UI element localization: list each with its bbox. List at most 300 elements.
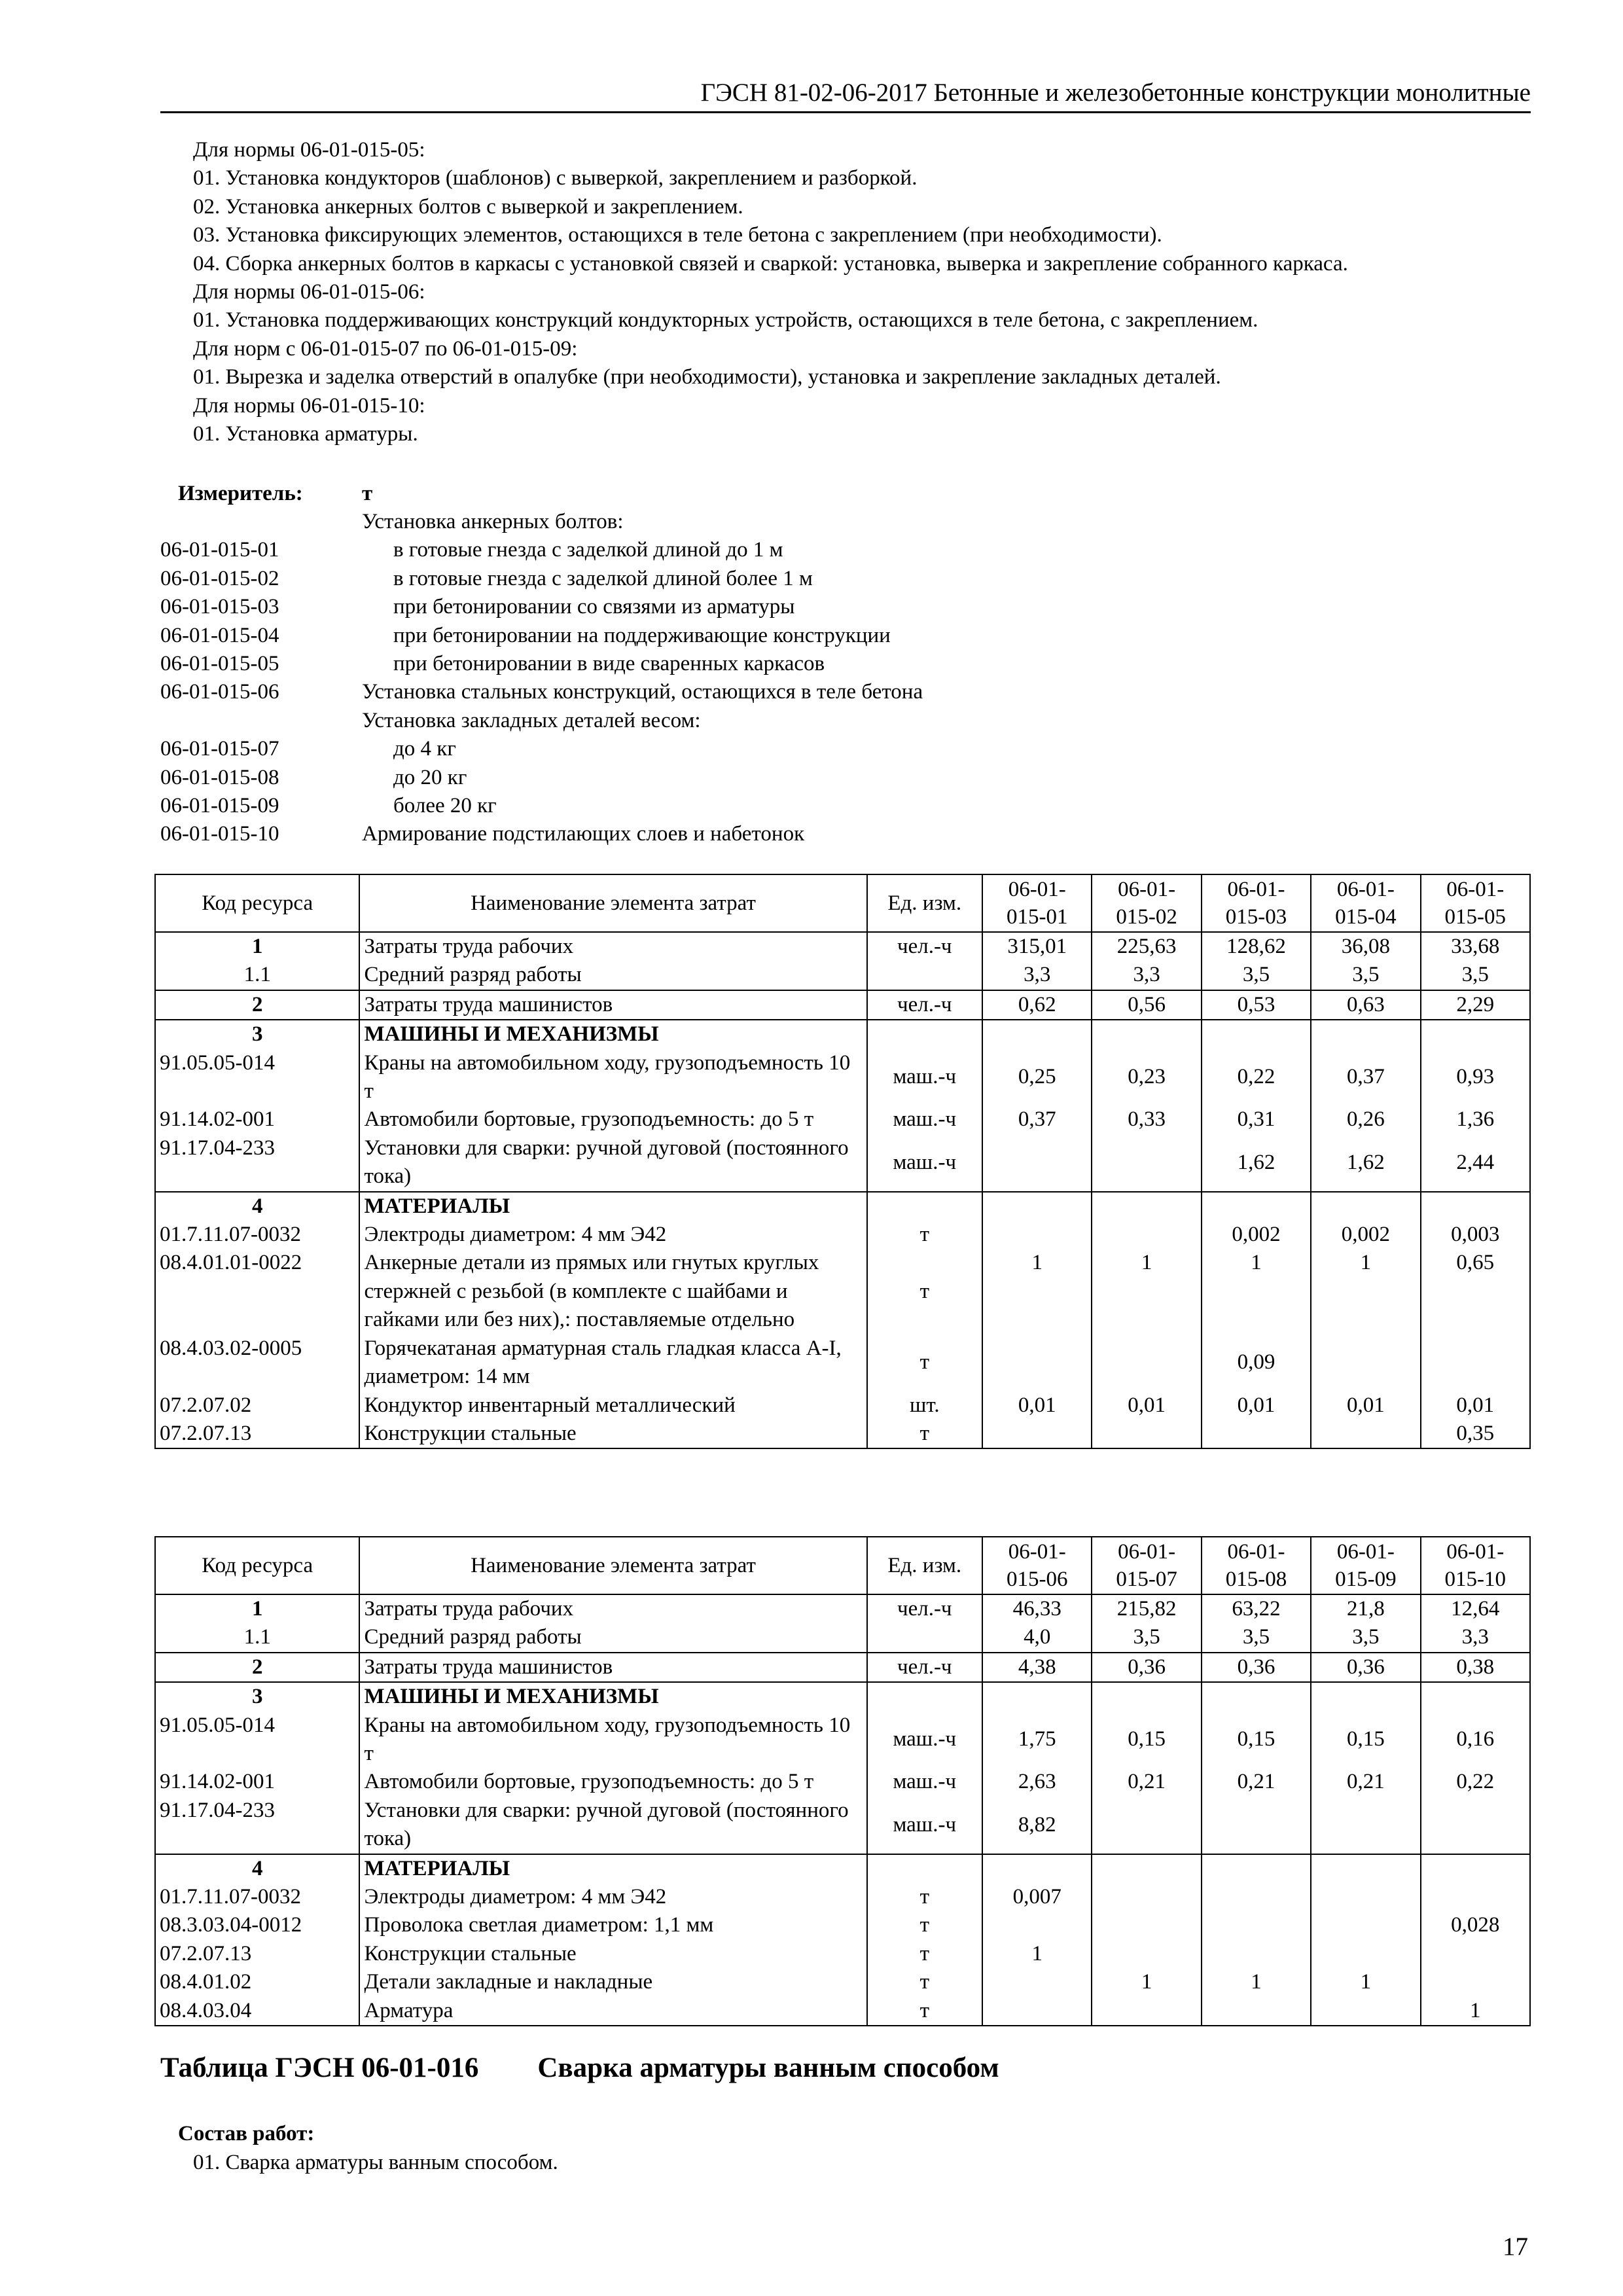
resource-value: 0,002 (1202, 1221, 1311, 1249)
header-norm-column: 06-01- 015-01 (982, 874, 1092, 932)
table-row (155, 1682, 1530, 1711)
resource-value (1092, 1911, 1201, 1939)
resource-value (1092, 1682, 1201, 1711)
resource-value: 0,22 (1202, 1049, 1311, 1106)
norm-row (160, 593, 1535, 621)
resource-value (1202, 1997, 1311, 2026)
resource-name: МАТЕРИАЛЫ (359, 1192, 866, 1221)
resource-value: 36,08 (1311, 932, 1420, 961)
resource-value: 3,3 (982, 961, 1092, 990)
resource-value (1092, 1020, 1201, 1049)
resource-value (982, 1221, 1092, 1249)
resource-value (1202, 1192, 1311, 1221)
resource-value: 33,68 (1421, 932, 1530, 961)
resource-value (1311, 1797, 1420, 1854)
resource-value: 1,62 (1311, 1134, 1420, 1192)
resource-value: 0,38 (1421, 1653, 1530, 1682)
header-norm-column: 06-01- 015-08 (1202, 1537, 1311, 1594)
resource-value: 0,01 (1311, 1391, 1420, 1420)
resource-name: Детали закладные и накладные (359, 1968, 866, 1996)
resource-value: 3,5 (1202, 961, 1311, 990)
resource-value: 2,63 (982, 1768, 1092, 1796)
resource-value: 0,93 (1421, 1049, 1530, 1106)
table-row (155, 1335, 1530, 1391)
resource-unit: маш.-ч (867, 1768, 983, 1796)
resource-value: 4,0 (982, 1623, 1092, 1652)
header-norm-column: 06-01- 015-09 (1311, 1537, 1420, 1594)
resource-unit: т (867, 1940, 983, 1968)
resource-code: 08.4.01.01-0022 (155, 1249, 359, 1334)
work-item: 01. Сварка арматуры ванным способом. (193, 2151, 558, 2174)
norm-row (160, 764, 1535, 792)
resource-value: 4,38 (982, 1653, 1092, 1682)
resource-name: Автомобили бортовые, грузоподъемность: до 5 т (359, 1105, 866, 1134)
norm-code: 06-01-015-04 (160, 623, 279, 647)
resource-value: 0,56 (1092, 990, 1201, 1020)
resource-name: Анкерные детали из прямых или гнутых круглых стержней с резьбой (в комплекте с шайбами и гайками или без них),: поставляемые отдельно (359, 1249, 866, 1334)
resource-name: Арматура (359, 1997, 866, 2026)
resource-code: 08.4.01.02 (155, 1968, 359, 1996)
table-row (155, 1594, 1530, 1623)
norm-row (160, 565, 1535, 593)
header-name: Наименование элемента затрат (359, 1537, 866, 1594)
resource-value (1092, 1134, 1201, 1192)
resource-value: 0,16 (1421, 1712, 1530, 1768)
header-unit: Ед. изм. (867, 874, 983, 932)
header-norm-column: 06-01- 015-02 (1092, 874, 1201, 932)
resource-value: 2,44 (1421, 1134, 1530, 1192)
norm-row (160, 707, 1535, 735)
norm-row (160, 792, 1535, 820)
resource-value: 2,29 (1421, 990, 1530, 1020)
resource-code: 08.3.03.04-0012 (155, 1911, 359, 1939)
norm-name: в готовые гнезда с заделкой длиной до 1 м (393, 538, 783, 562)
resource-unit: т (867, 1221, 983, 1249)
meter-label: Измеритель: (178, 482, 303, 505)
resource-value: 1 (1092, 1968, 1201, 1996)
resource-value (1421, 1335, 1530, 1391)
resource-value: 1 (982, 1940, 1092, 1968)
resource-value (1311, 1997, 1420, 2026)
resource-value: 1,36 (1421, 1105, 1530, 1134)
table-row (155, 1049, 1530, 1106)
table-row (155, 1134, 1530, 1192)
header-norm-column: 06-01- 015-05 (1421, 874, 1530, 932)
resource-value: 215,82 (1092, 1594, 1201, 1623)
resource-value (1202, 1940, 1311, 1968)
resource-unit: т (867, 1420, 983, 1448)
page-header: ГЭСН 81-02-06-2017 Бетонные и железобетонные конструкции монолитные (160, 77, 1531, 113)
resource-name: Краны на автомобильном ходу, грузоподъемность 10 т (359, 1049, 866, 1106)
resource-value: 0,007 (982, 1883, 1092, 1911)
resource-value: 0,36 (1202, 1653, 1311, 1682)
resource-value: 0,53 (1202, 990, 1311, 1020)
resource-unit (867, 961, 983, 990)
resource-value (982, 1335, 1092, 1391)
norm-row (160, 508, 1535, 536)
table-row (155, 932, 1530, 961)
resource-code: 2 (155, 1653, 359, 1682)
resource-unit: чел.-ч (867, 1653, 983, 1682)
resource-unit: чел.-ч (867, 932, 983, 961)
resource-unit (867, 1682, 983, 1711)
norm-code: 06-01-015-08 (160, 765, 279, 789)
resource-value (1311, 1192, 1420, 1221)
norm-row (160, 678, 1535, 706)
resource-value (1092, 1883, 1201, 1911)
resource-value (1311, 1883, 1420, 1911)
resource-table-2 (154, 1536, 1531, 2026)
resource-unit: т (867, 1997, 983, 2026)
resource-code: 1.1 (155, 961, 359, 990)
norm-name: до 20 кг (393, 765, 467, 789)
resource-name: Средний разряд работы (359, 961, 866, 990)
resource-code: 3 (155, 1020, 359, 1049)
resource-name: Средний разряд работы (359, 1623, 866, 1652)
resource-name: Затраты труда машинистов (359, 1653, 866, 1682)
resource-value (1092, 1221, 1201, 1249)
resource-value (1092, 1940, 1201, 1968)
meter-unit: т (362, 482, 373, 505)
table-row (155, 1420, 1530, 1448)
resource-value: 0,01 (1421, 1391, 1530, 1420)
resource-value (1092, 1997, 1201, 2026)
resource-value: 3,5 (1311, 961, 1420, 990)
resource-value: 3,5 (1421, 961, 1530, 990)
table-row (155, 990, 1530, 1020)
resource-code: 1 (155, 932, 359, 961)
header-norm-column: 06-01- 015-04 (1311, 874, 1420, 932)
resource-value (1421, 1854, 1530, 1883)
resource-value: 3,5 (1092, 1623, 1201, 1652)
resource-value (1421, 1192, 1530, 1221)
resource-name: Кондуктор инвентарный металлический (359, 1391, 866, 1420)
resource-value: 0,25 (982, 1049, 1092, 1106)
table-row (155, 1911, 1530, 1939)
resource-unit: маш.-ч (867, 1797, 983, 1854)
resource-unit: т (867, 1968, 983, 1996)
resource-value (1421, 1883, 1530, 1911)
norm-row (160, 650, 1535, 678)
resource-code: 91.14.02-001 (155, 1768, 359, 1796)
norm-name: при бетонировании со связями из арматуры (393, 595, 795, 619)
resource-value (1311, 1420, 1420, 1448)
resource-value: 1 (982, 1249, 1092, 1334)
work-composition-title: Состав работ: (178, 2122, 315, 2145)
resource-value: 0,65 (1421, 1249, 1530, 1334)
resource-value: 12,64 (1421, 1594, 1530, 1623)
resource-code: 01.7.11.07-0032 (155, 1221, 359, 1249)
resource-value (1311, 1940, 1420, 1968)
header-code: Код ресурса (155, 874, 359, 932)
resource-value (1092, 1192, 1201, 1221)
norm-code: 06-01-015-03 (160, 595, 279, 619)
table-row (155, 1221, 1530, 1249)
resource-value: 0,21 (1092, 1768, 1201, 1796)
resource-value: 0,01 (982, 1391, 1092, 1420)
resource-value: 0,003 (1421, 1221, 1530, 1249)
resource-unit: т (867, 1883, 983, 1911)
resource-name: Электроды диаметром: 4 мм Э42 (359, 1883, 866, 1911)
resource-value (1092, 1854, 1201, 1883)
resource-value: 0,01 (1202, 1391, 1311, 1420)
resource-code: 4 (155, 1192, 359, 1221)
table-header-row (155, 874, 1530, 932)
norm-name: Установка закладных деталей весом: (362, 708, 701, 732)
resource-name: МАШИНЫ И МЕХАНИЗМЫ (359, 1020, 866, 1049)
resource-code: 2 (155, 990, 359, 1020)
intro-line: 03. Установка фиксирующих элементов, остающихся в теле бетона с закреплением (при необходимости). (193, 223, 1162, 247)
resource-value: 63,22 (1202, 1594, 1311, 1623)
resource-name: Автомобили бортовые, грузоподъемность: до 5 т (359, 1768, 866, 1796)
table-row (155, 1968, 1530, 1996)
resource-value (982, 1420, 1092, 1448)
resource-value: 0,37 (982, 1105, 1092, 1134)
resource-value (1092, 1420, 1201, 1448)
resource-value (982, 1192, 1092, 1221)
resource-code: 4 (155, 1854, 359, 1883)
resource-value: 0,63 (1311, 990, 1420, 1020)
resource-value: 3,3 (1421, 1623, 1530, 1652)
resource-code: 08.4.03.04 (155, 1997, 359, 2026)
resource-name: Электроды диаметром: 4 мм Э42 (359, 1221, 866, 1249)
resource-name: Установки для сварки: ручной дуговой (постоянного тока) (359, 1134, 866, 1192)
resource-value: 3,5 (1311, 1623, 1420, 1652)
table-row (155, 1105, 1530, 1134)
norm-code: 06-01-015-09 (160, 793, 279, 817)
resource-value (1202, 1854, 1311, 1883)
table-row (155, 1854, 1530, 1883)
norm-name: Установка стальных конструкций, остающихся в теле бетона (362, 680, 923, 704)
resource-value (1202, 1020, 1311, 1049)
resource-name: Проволока светлая диаметром: 1,1 мм (359, 1911, 866, 1939)
resource-value: 128,62 (1202, 932, 1311, 961)
intro-line: 01. Установка арматуры. (193, 422, 418, 446)
resource-code: 91.05.05-014 (155, 1049, 359, 1106)
resource-name: Затраты труда рабочих (359, 932, 866, 961)
resource-value (1421, 1682, 1530, 1711)
resource-value: 0,22 (1421, 1768, 1530, 1796)
next-table-title (160, 2052, 999, 2084)
page-number: 17 (1503, 2233, 1528, 2261)
resource-value: 8,82 (982, 1797, 1092, 1854)
table-row (155, 1997, 1530, 2026)
table-row (155, 1712, 1530, 1768)
resource-code: 91.05.05-014 (155, 1712, 359, 1768)
norm-code: 06-01-015-05 (160, 651, 279, 675)
table-row (155, 1192, 1530, 1221)
header-norm-column: 06-01- 015-03 (1202, 874, 1311, 932)
resource-code: 07.2.07.13 (155, 1940, 359, 1968)
resource-code: 07.2.07.13 (155, 1420, 359, 1448)
resource-name: Конструкции стальные (359, 1420, 866, 1448)
table-row (155, 1940, 1530, 1968)
resource-value: 1 (1092, 1249, 1201, 1334)
resource-unit: т (867, 1249, 983, 1334)
resource-value: 46,33 (982, 1594, 1092, 1623)
next-table-number: Таблица ГЭСН 06-01-016 (160, 2053, 479, 2083)
resource-unit: т (867, 1335, 983, 1391)
resource-value: 21,8 (1311, 1594, 1420, 1623)
resource-unit: т (867, 1911, 983, 1939)
resource-unit (867, 1623, 983, 1652)
norm-name: до 4 кг (393, 737, 456, 761)
norm-row (160, 735, 1535, 763)
intro-line: 04. Сборка анкерных болтов в каркасы с установкой связей и сваркой: установка, выверка и закрепление собранного каркаса. (193, 251, 1348, 276)
table-row (155, 1249, 1530, 1334)
resource-code: 01.7.11.07-0032 (155, 1883, 359, 1911)
resource-value: 0,002 (1311, 1221, 1420, 1249)
resource-value: 3,5 (1202, 1623, 1311, 1652)
resource-value: 0,09 (1202, 1335, 1311, 1391)
resource-value: 0,23 (1092, 1049, 1201, 1106)
resource-value: 0,15 (1202, 1712, 1311, 1768)
norm-code: 06-01-015-06 (160, 680, 279, 704)
norm-code: 06-01-015-07 (160, 737, 279, 761)
resource-unit: чел.-ч (867, 1594, 983, 1623)
norm-name: Армирование подстилающих слоев и набетонок (362, 822, 805, 846)
resource-value: 0,62 (982, 990, 1092, 1020)
resource-value: 0,21 (1202, 1768, 1311, 1796)
resource-code: 91.14.02-001 (155, 1105, 359, 1134)
intro-line: Для нормы 06-01-015-10: (193, 393, 425, 418)
resource-name: Затраты труда машинистов (359, 990, 866, 1020)
resource-code: 3 (155, 1682, 359, 1711)
header-norm-column: 06-01- 015-06 (982, 1537, 1092, 1594)
resource-value: 0,21 (1311, 1768, 1420, 1796)
resource-value (982, 1020, 1092, 1049)
resource-value (1311, 1854, 1420, 1883)
intro-line: Для нормы 06-01-015-06: (193, 280, 425, 304)
resource-value (1421, 1940, 1530, 1968)
norm-name: более 20 кг (393, 793, 497, 817)
resource-value (982, 1997, 1092, 2026)
intro-line: Для нормы 06-01-015-05: (193, 138, 425, 162)
resource-value (1092, 1335, 1201, 1391)
resource-code: 07.2.07.02 (155, 1391, 359, 1420)
intro-line: Для норм с 06-01-015-07 по 06-01-015-09: (193, 336, 578, 361)
resource-value: 1 (1202, 1968, 1311, 1996)
resource-value: 0,31 (1202, 1105, 1311, 1134)
resource-value: 1 (1311, 1249, 1420, 1334)
norm-name: в готовые гнезда с заделкой длиной более 1 м (393, 566, 813, 590)
resource-name: Установки для сварки: ручной дуговой (постоянного тока) (359, 1797, 866, 1854)
resource-value: 0,15 (1092, 1712, 1201, 1768)
resource-value (1202, 1883, 1311, 1911)
resource-value: 1 (1311, 1968, 1420, 1996)
resource-name: Затраты труда рабочих (359, 1594, 866, 1623)
table-row (155, 1883, 1530, 1911)
resource-value: 1,62 (1202, 1134, 1311, 1192)
resource-value (1421, 1968, 1530, 1996)
resource-value (1202, 1682, 1311, 1711)
header-code: Код ресурса (155, 1537, 359, 1594)
resource-value (1092, 1797, 1201, 1854)
intro-line: 01. Вырезка и заделка отверстий в опалубке (при необходимости), установка и закрепление закладных деталей. (193, 365, 1221, 389)
resource-value (1202, 1911, 1311, 1939)
work-composition-intro (193, 136, 1567, 448)
resource-name: Горячекатаная арматурная сталь гладкая класса A-I, диаметром: 14 мм (359, 1335, 866, 1391)
resource-code: 1.1 (155, 1623, 359, 1652)
resource-code: 1 (155, 1594, 359, 1623)
resource-name: МАШИНЫ И МЕХАНИЗМЫ (359, 1682, 866, 1711)
resource-code: 91.17.04-233 (155, 1134, 359, 1192)
resource-value: 1 (1421, 1997, 1530, 2026)
norm-code: 06-01-015-01 (160, 538, 279, 562)
resource-value: 3,3 (1092, 961, 1201, 990)
resource-value (982, 1911, 1092, 1939)
resource-value: 0,36 (1092, 1653, 1201, 1682)
resource-value (1311, 1911, 1420, 1939)
resource-value: 0,26 (1311, 1105, 1420, 1134)
resource-value: 0,36 (1311, 1653, 1420, 1682)
resource-value (982, 1968, 1092, 1996)
resource-value: 0,35 (1421, 1420, 1530, 1448)
resource-value (1202, 1797, 1311, 1854)
resource-unit: чел.-ч (867, 990, 983, 1020)
table-header-row (155, 1537, 1530, 1594)
table-row (155, 1768, 1530, 1796)
table-row (155, 1653, 1530, 1682)
resource-name: Конструкции стальные (359, 1940, 866, 1968)
resource-unit: маш.-ч (867, 1049, 983, 1106)
resource-value (1311, 1335, 1420, 1391)
resource-unit (867, 1854, 983, 1883)
resource-value (982, 1134, 1092, 1192)
resource-value: 0,33 (1092, 1105, 1201, 1134)
next-table-name: Сварка арматуры ванным способом (537, 2053, 999, 2083)
resource-value (1421, 1020, 1530, 1049)
resource-value (1421, 1797, 1530, 1854)
resource-name: МАТЕРИАЛЫ (359, 1854, 866, 1883)
intro-line: 02. Установка анкерных болтов с выверкой и закреплением. (193, 194, 743, 219)
resource-value (1311, 1020, 1420, 1049)
resource-value: 0,37 (1311, 1049, 1420, 1106)
norm-code: 06-01-015-02 (160, 566, 279, 590)
norms-list (160, 508, 1535, 849)
resource-value: 0,01 (1092, 1391, 1201, 1420)
norm-row (160, 622, 1535, 650)
resource-code: 91.17.04-233 (155, 1797, 359, 1854)
norm-name: при бетонировании в виде сваренных каркасов (393, 651, 825, 675)
resource-value (982, 1682, 1092, 1711)
table-row (155, 1020, 1530, 1049)
resource-value (982, 1854, 1092, 1883)
norm-name: Установка анкерных болтов: (362, 510, 624, 533)
resource-value: 225,63 (1092, 932, 1201, 961)
header-name: Наименование элемента затрат (359, 874, 866, 932)
table-row (155, 961, 1530, 990)
norm-row (160, 536, 1535, 564)
norm-row (160, 820, 1535, 848)
resource-value (1202, 1420, 1311, 1448)
resource-value: 0,15 (1311, 1712, 1420, 1768)
resource-unit: маш.-ч (867, 1712, 983, 1768)
resource-value: 1 (1202, 1249, 1311, 1334)
resource-value (1311, 1682, 1420, 1711)
norm-name: при бетонировании на поддерживающие конструкции (393, 623, 891, 647)
resource-name: Краны на автомобильном ходу, грузоподъемность 10 т (359, 1712, 866, 1768)
table-row (155, 1391, 1530, 1420)
header-norm-column: 06-01- 015-07 (1092, 1537, 1201, 1594)
header-unit: Ед. изм. (867, 1537, 983, 1594)
resource-table-1 (154, 874, 1531, 1449)
resource-unit (867, 1020, 983, 1049)
header-norm-column: 06-01- 015-10 (1421, 1537, 1530, 1594)
intro-line: 01. Установка кондукторов (шаблонов) с выверкой, закреплением и разборкой. (193, 166, 918, 190)
table-row (155, 1623, 1530, 1652)
resource-value: 1,75 (982, 1712, 1092, 1768)
